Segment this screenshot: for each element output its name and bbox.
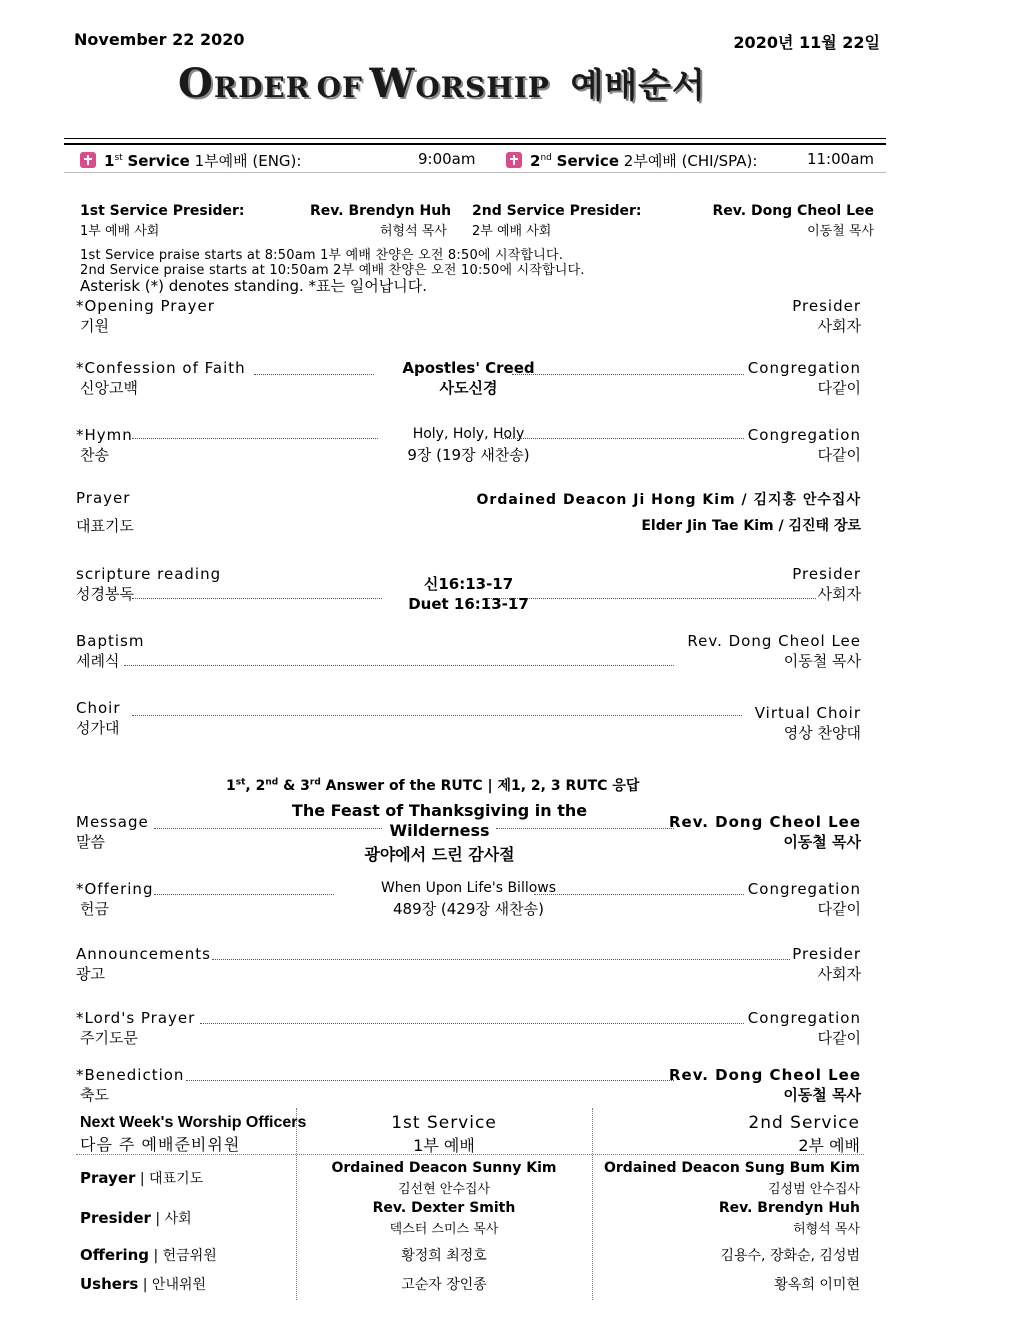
offering-row [76, 880, 861, 920]
item-leader-ko: 이동철 목사 [783, 1086, 861, 1104]
item-label: scripture reading [76, 565, 222, 583]
item-label: Choir [76, 699, 121, 717]
page-title: ORDER OF WORSHIP 예배순서 [178, 60, 706, 107]
leader-dots [212, 959, 790, 960]
first-presider-label: 1st Service Presider: [80, 203, 245, 219]
item-label: *Hymn [76, 426, 133, 444]
item-content-line2: Wilderness [389, 821, 490, 840]
item-leader: Ordained Deacon Ji Hong Kim / 김지홍 안수집사 [476, 492, 861, 508]
second-service-line: 2nd Service 2부예배 (CHI/SPA): [506, 150, 757, 171]
table-row: Prayer | 대표기도 [80, 1169, 204, 1187]
row-first-service: 황정희 최정호 [401, 1248, 487, 1264]
second-service-time: 11:00am [806, 150, 874, 168]
row-first-service: Ordained Deacon Sunny Kim [331, 1160, 557, 1176]
second-presider-name: Rev. Dong Cheol Lee [712, 203, 874, 219]
item-leader: Congregation [747, 426, 861, 444]
lords-prayer-row [76, 1009, 861, 1049]
item-label: Message [76, 813, 149, 831]
item-label-ko: 헌금 [80, 900, 109, 918]
row-first-service-ko: 김선현 안수집사 [397, 1182, 491, 1197]
item-leader-ko: 사회자 [817, 585, 861, 603]
second-presider-name-ko: 이동철 목사 [807, 224, 874, 239]
item-leader-ko: 다같이 [817, 379, 861, 397]
col-second-service: 2nd Service [748, 1113, 860, 1133]
item-content-ko: 9장 (19장 새찬송) [407, 446, 530, 464]
item-content-ko: 신16:13-17 [423, 575, 514, 593]
scripture-row [76, 565, 861, 615]
item-label-ko: 성경봉독 [76, 585, 134, 603]
first-presider-name: Rev. Brendyn Huh [310, 203, 452, 219]
table-divider [592, 1108, 593, 1300]
item-leader-ko: 다같이 [817, 1029, 861, 1047]
item-label: *Lord's Prayer [76, 1009, 196, 1027]
item-leader: Congregation [747, 1009, 861, 1027]
item-leader-ko: 이동철 목사 [783, 652, 861, 670]
item-content-ko: 광야에서 드린 감사절 [364, 845, 515, 864]
row-second-service: 김용수, 장화순, 김성범 [720, 1248, 860, 1264]
row-second-service: Rev. Brendyn Huh [718, 1200, 860, 1216]
row-second-service: Ordained Deacon Sung Bum Kim [604, 1160, 860, 1176]
benediction-row [76, 1066, 861, 1106]
table-row: Presider | 사회 [80, 1209, 192, 1227]
item-label-ko: 대표기도 [76, 517, 134, 535]
item-leader-2: Elder Jin Tae Kim / 김진태 장로 [641, 518, 861, 534]
item-label: *Offering [76, 880, 154, 898]
col-second-service-ko: 2부 예배 [798, 1136, 860, 1155]
item-content: When Upon Life's Billows [380, 880, 557, 896]
col-first-service: 1st Service [391, 1113, 497, 1133]
item-leader: Rev. Dong Cheol Lee [687, 632, 861, 650]
date-english: November 22 2020 [74, 30, 245, 49]
first-presider-name-ko: 허형석 목사 [380, 224, 447, 239]
second-presider-label-ko: 2부 예배 사회 [472, 224, 552, 239]
date-korean: 2020년 11월 22일 [733, 33, 880, 52]
item-label: *Benediction [76, 1066, 185, 1084]
row-first-service: 고순자 장인종 [401, 1277, 487, 1293]
item-leader-ko: 다같이 [817, 446, 861, 464]
table-row: Ushers | 안내위원 [80, 1275, 207, 1293]
item-label-ko: 주기도문 [80, 1029, 138, 1047]
cross-icon [80, 152, 96, 168]
leader-dots [132, 715, 742, 716]
first-presider-label-ko: 1부 예배 사회 [80, 224, 160, 239]
praise-note-2: 2nd Service praise starts at 10:50am 2부 예배 찬양은 오전 10:50에 시작합니다. [80, 263, 585, 278]
prayer-row [76, 489, 861, 535]
row-first-service-ko: 덱스터 스미스 목사 [389, 1222, 499, 1237]
first-service-time: 9:00am [418, 150, 476, 168]
choir-row [76, 699, 861, 743]
item-label-ko: 기원 [80, 317, 109, 335]
next-week-officers-table [76, 1108, 864, 1300]
row-second-service-ko: 허형석 목사 [793, 1222, 860, 1237]
col-first-service-ko: 1부 예배 [413, 1136, 475, 1155]
item-leader: Rev. Dong Cheol Lee [668, 1066, 861, 1084]
item-leader: Virtual Choir [754, 704, 861, 722]
row-first-service: Rev. Dexter Smith [372, 1200, 516, 1216]
item-label: Baptism [76, 632, 145, 650]
item-content: Apostles' Creed [402, 359, 535, 377]
item-content-ko: 사도신경 [439, 379, 498, 397]
row-second-service: 황옥희 이미현 [774, 1277, 860, 1293]
item-leader: Congregation [747, 359, 861, 377]
item-content: Duet 16:13-17 [408, 595, 529, 613]
leader-dots [124, 665, 674, 666]
row-second-service-ko: 김성범 안수집사 [767, 1182, 860, 1197]
item-leader-ko: 사회자 [817, 965, 861, 983]
second-presider-label: 2nd Service Presider: [472, 203, 642, 219]
top-rule [64, 138, 886, 139]
service-rule [64, 172, 886, 173]
top-rule-thick [64, 143, 886, 145]
item-leader-ko: 사회자 [817, 317, 861, 335]
rutc-heading: 1st, 2nd & 3rd Answer of the RUTC | 제1, 2, 3 RUTC 응답 [226, 777, 640, 794]
item-leader: Presider [792, 297, 861, 315]
item-label: Announcements [76, 945, 211, 963]
item-label-ko: 신앙고백 [80, 379, 138, 397]
item-label-ko: 축도 [80, 1086, 109, 1104]
hymn-row [76, 426, 861, 466]
item-label: *Confession of Faith [76, 359, 246, 377]
cross-icon [506, 152, 522, 168]
item-leader-ko: 다같이 [817, 900, 861, 918]
item-label-ko: 찬송 [80, 446, 109, 464]
item-label-ko: 성가대 [76, 719, 120, 737]
next-week-title-ko: 다음 주 예배준비위원 [80, 1135, 241, 1154]
item-label-ko: 광고 [76, 965, 105, 983]
leader-dots [186, 1080, 674, 1081]
item-content-line1: The Feast of Thanksgiving in the [291, 801, 588, 820]
first-service-line: 1st Service 1부예배 (ENG): [80, 150, 301, 171]
item-label-ko: 말씀 [76, 833, 105, 851]
item-leader: Presider [792, 945, 861, 963]
item-leader: Congregation [747, 880, 861, 898]
leader-dots [200, 1023, 744, 1024]
next-week-title: Next Week's Worship Officers [80, 1114, 307, 1131]
item-leader-ko: 영상 찬양대 [783, 724, 861, 742]
item-content-ko: 489장 (429장 새찬송) [393, 900, 544, 918]
item-label-ko: 세례식 [76, 652, 120, 670]
item-leader: Presider [792, 565, 861, 583]
item-label: Prayer [76, 489, 131, 507]
confession-row [76, 359, 861, 399]
announcements-row [76, 945, 861, 985]
baptism-row [76, 632, 861, 672]
item-leader-ko: 이동철 목사 [783, 833, 861, 851]
item-label: *Opening Prayer [76, 297, 215, 315]
standing-note: Asterisk (*) denotes standing. *표는 일어납니다. [80, 277, 428, 295]
opening-prayer-row [76, 297, 861, 337]
item-leader: Rev. Dong Cheol Lee [668, 813, 861, 831]
praise-note-1: 1st Service praise starts at 8:50am 1부 예배 찬양은 오전 8:50에 시작합니다. [80, 248, 564, 263]
item-content: Holy, Holy, Holy [412, 426, 525, 442]
message-row [76, 801, 861, 863]
table-row: Offering | 헌금위원 [80, 1246, 217, 1264]
